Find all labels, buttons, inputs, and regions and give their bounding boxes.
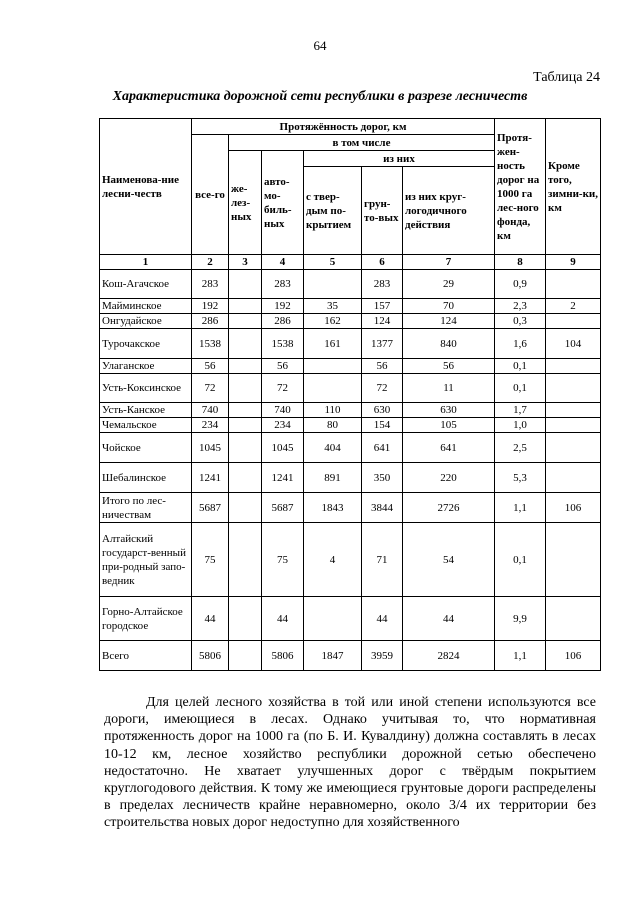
cell-railway [229, 403, 262, 418]
cell-auto: 283 [262, 270, 304, 299]
cell-per-1000ha: 1,6 [495, 329, 546, 359]
table-title: Характеристика дорожной сети республики в разрезе лесничеств [112, 89, 528, 104]
row-name: Алтайский государст-венный при-родный запо-ведник [100, 523, 192, 597]
header-per-1000ha: Протя-жен-ность дорог на 1000 га лес-ного фонда, км [495, 119, 546, 255]
cell-dirt: 350 [362, 463, 403, 493]
cell-dirt: 641 [362, 433, 403, 463]
cell-winter: 2 [546, 299, 601, 314]
cell-winter [546, 597, 601, 641]
table-row [100, 433, 601, 463]
row-name: Горно-Алтайское городское [100, 597, 192, 641]
row-name: Онгудайское [100, 314, 192, 329]
header-total: все-го [192, 135, 229, 255]
cell-per-1000ha: 5,3 [495, 463, 546, 493]
cell-winter [546, 433, 601, 463]
row-name: Чойское [100, 433, 192, 463]
cell-dirt: 3959 [362, 641, 403, 671]
body-paragraph: Для целей лесного хозяйства в той или иной степени используются все дороги, имеющиеся в лесах. Однако учитывая то, что нормативная протяженность дорог на 1000 га (по Б. И. Кувалдину) должна составлять в лесах 10-12 км, лесное хозяйство республики дорожной сетью обеспечено недостаточно. Не хватает улучшенных дорог с твёрдым покрытием круглогодового действия. К тому же имеющиеся грунтовые дороги распределены в пределах лесничеств крайне неравномерно, около 3/4 их территории без строительства новых дорог недоступно для хозяйственного [104, 695, 596, 831]
cell-per-1000ha: 0,1 [495, 523, 546, 597]
cell-all-year: 70 [403, 299, 495, 314]
row-name: Чемальское [100, 418, 192, 433]
cell-all-year: 641 [403, 433, 495, 463]
cell-auto: 1045 [262, 433, 304, 463]
column-number: 4 [262, 255, 304, 270]
header-of-them: из них [304, 151, 495, 167]
cell-per-1000ha: 0,1 [495, 374, 546, 403]
cell-total: 1538 [192, 329, 229, 359]
table-label: Таблица 24 [533, 70, 600, 85]
cell-per-1000ha: 0,9 [495, 270, 546, 299]
column-number: 8 [495, 255, 546, 270]
table-row [100, 597, 601, 641]
cell-all-year: 105 [403, 418, 495, 433]
cell-auto: 286 [262, 314, 304, 329]
header-length-group: Протяжённость дорог, км [192, 119, 495, 135]
cell-total: 740 [192, 403, 229, 418]
table-row [100, 314, 601, 329]
cell-per-1000ha: 1,1 [495, 641, 546, 671]
cell-dirt: 56 [362, 359, 403, 374]
cell-auto: 740 [262, 403, 304, 418]
cell-hard-surface: 35 [304, 299, 362, 314]
header-dirt: грун-то-вых [362, 167, 403, 255]
cell-all-year: 56 [403, 359, 495, 374]
cell-hard-surface [304, 374, 362, 403]
cell-per-1000ha: 1,7 [495, 403, 546, 418]
row-name: Усть-Канское [100, 403, 192, 418]
cell-winter: 104 [546, 329, 601, 359]
cell-auto: 1241 [262, 463, 304, 493]
cell-hard-surface: 1847 [304, 641, 362, 671]
cell-per-1000ha: 1,0 [495, 418, 546, 433]
cell-all-year: 124 [403, 314, 495, 329]
row-name: Майминское [100, 299, 192, 314]
row-name: Всего [100, 641, 192, 671]
cell-total: 44 [192, 597, 229, 641]
cell-per-1000ha: 1,1 [495, 493, 546, 523]
column-number: 1 [100, 255, 192, 270]
cell-auto: 5687 [262, 493, 304, 523]
cell-per-1000ha: 2,5 [495, 433, 546, 463]
cell-auto: 234 [262, 418, 304, 433]
cell-railway [229, 374, 262, 403]
cell-dirt: 630 [362, 403, 403, 418]
cell-winter [546, 463, 601, 493]
cell-hard-surface [304, 270, 362, 299]
cell-all-year: 220 [403, 463, 495, 493]
cell-hard-surface: 891 [304, 463, 362, 493]
cell-railway [229, 493, 262, 523]
cell-winter [546, 359, 601, 374]
cell-winter [546, 374, 601, 403]
header-auto: авто-мо-биль-ных [262, 151, 304, 255]
row-name: Усть-Коксинское [100, 374, 192, 403]
cell-all-year: 44 [403, 597, 495, 641]
table-row [100, 493, 601, 523]
cell-dirt: 71 [362, 523, 403, 597]
cell-railway [229, 433, 262, 463]
cell-dirt: 3844 [362, 493, 403, 523]
cell-dirt: 44 [362, 597, 403, 641]
cell-railway [229, 359, 262, 374]
cell-dirt: 154 [362, 418, 403, 433]
row-name: Улаганское [100, 359, 192, 374]
cell-all-year: 2726 [403, 493, 495, 523]
cell-hard-surface: 110 [304, 403, 362, 418]
cell-auto: 72 [262, 374, 304, 403]
header-name: Наименова-ние лесни-честв [100, 119, 192, 255]
cell-winter [546, 418, 601, 433]
cell-railway [229, 299, 262, 314]
header-railway: же-лез-ных [229, 151, 262, 255]
cell-winter [546, 523, 601, 597]
table-row [100, 403, 601, 418]
cell-hard-surface: 4 [304, 523, 362, 597]
cell-total: 1045 [192, 433, 229, 463]
column-number: 7 [403, 255, 495, 270]
cell-railway [229, 523, 262, 597]
table-row [100, 523, 601, 597]
row-name: Турочакское [100, 329, 192, 359]
cell-auto: 192 [262, 299, 304, 314]
column-number: 6 [362, 255, 403, 270]
table-row [100, 641, 601, 671]
header-all-year: из них круг-логодичного действия [403, 167, 495, 255]
column-number: 9 [546, 255, 601, 270]
cell-dirt: 72 [362, 374, 403, 403]
cell-per-1000ha: 0,1 [495, 359, 546, 374]
cell-hard-surface: 404 [304, 433, 362, 463]
cell-auto: 44 [262, 597, 304, 641]
cell-total: 56 [192, 359, 229, 374]
cell-per-1000ha: 0,3 [495, 314, 546, 329]
cell-total: 5806 [192, 641, 229, 671]
cell-total: 72 [192, 374, 229, 403]
table-row [100, 374, 601, 403]
column-number: 3 [229, 255, 262, 270]
row-name: Кош-Агачское [100, 270, 192, 299]
cell-dirt: 283 [362, 270, 403, 299]
cell-all-year: 840 [403, 329, 495, 359]
cell-dirt: 124 [362, 314, 403, 329]
cell-hard-surface: 161 [304, 329, 362, 359]
cell-hard-surface [304, 597, 362, 641]
cell-railway [229, 270, 262, 299]
table-row [100, 463, 601, 493]
table-row [100, 270, 601, 299]
cell-winter: 106 [546, 641, 601, 671]
column-number: 5 [304, 255, 362, 270]
cell-auto: 75 [262, 523, 304, 597]
roads-table [99, 118, 601, 671]
column-number: 2 [192, 255, 229, 270]
cell-dirt: 157 [362, 299, 403, 314]
cell-all-year: 11 [403, 374, 495, 403]
header-hard-surface: с твер-дым по-крытием [304, 167, 362, 255]
cell-hard-surface [304, 359, 362, 374]
cell-per-1000ha: 9,9 [495, 597, 546, 641]
cell-railway [229, 641, 262, 671]
cell-railway [229, 597, 262, 641]
cell-total: 192 [192, 299, 229, 314]
cell-hard-surface: 162 [304, 314, 362, 329]
cell-auto: 5806 [262, 641, 304, 671]
cell-winter [546, 314, 601, 329]
cell-hard-surface: 1843 [304, 493, 362, 523]
cell-all-year: 54 [403, 523, 495, 597]
cell-hard-surface: 80 [304, 418, 362, 433]
cell-total: 1241 [192, 463, 229, 493]
cell-railway [229, 418, 262, 433]
cell-all-year: 2824 [403, 641, 495, 671]
page-number: 64 [313, 38, 327, 53]
cell-total: 283 [192, 270, 229, 299]
cell-auto: 56 [262, 359, 304, 374]
cell-railway [229, 463, 262, 493]
cell-winter [546, 270, 601, 299]
cell-railway [229, 329, 262, 359]
cell-all-year: 630 [403, 403, 495, 418]
cell-total: 5687 [192, 493, 229, 523]
header-including: в том числе [229, 135, 495, 151]
table-row [100, 359, 601, 374]
header-winter-roads: Кроме того, зимни-ки, км [546, 119, 601, 255]
cell-winter [546, 403, 601, 418]
cell-per-1000ha: 2,3 [495, 299, 546, 314]
table-row [100, 418, 601, 433]
row-name: Шебалинское [100, 463, 192, 493]
cell-total: 286 [192, 314, 229, 329]
cell-dirt: 1377 [362, 329, 403, 359]
cell-total: 234 [192, 418, 229, 433]
cell-all-year: 29 [403, 270, 495, 299]
row-name: Итого по лес-ничествам [100, 493, 192, 523]
cell-winter: 106 [546, 493, 601, 523]
table-row [100, 299, 601, 314]
cell-railway [229, 314, 262, 329]
cell-auto: 1538 [262, 329, 304, 359]
table-row [100, 329, 601, 359]
cell-total: 75 [192, 523, 229, 597]
